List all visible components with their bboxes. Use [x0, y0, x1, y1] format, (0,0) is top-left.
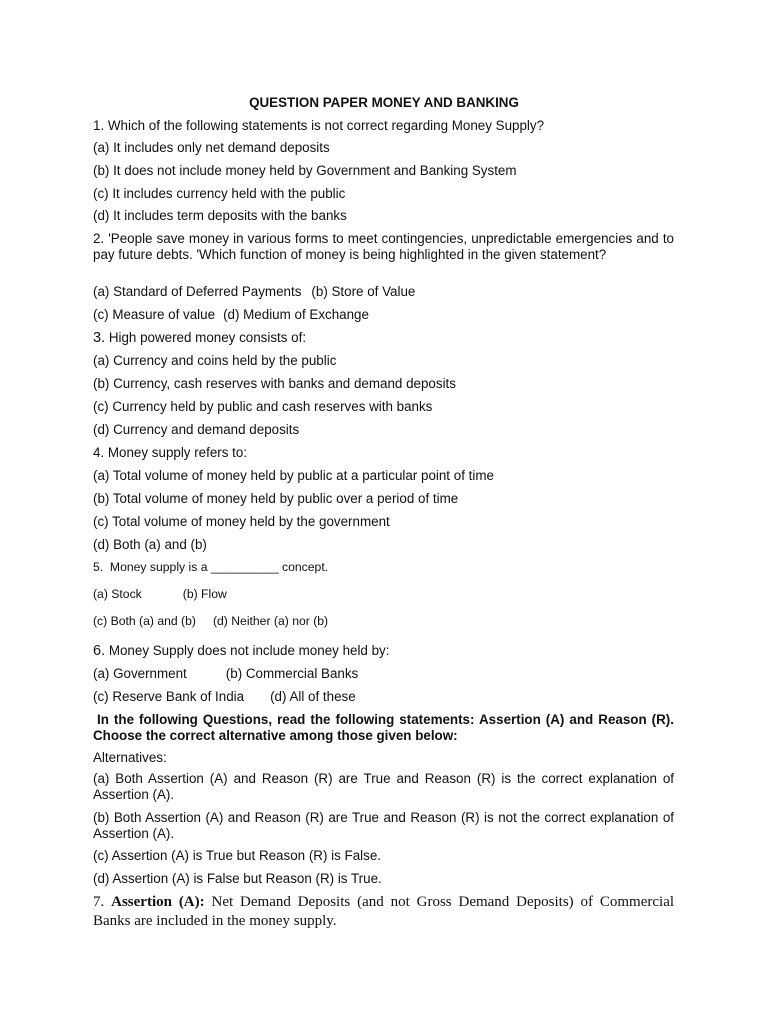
q6-number: 6. [93, 643, 106, 659]
question-3 [93, 330, 306, 346]
q5-options-row-1 [93, 587, 227, 602]
q6-option-b: (b) Commercial Banks [225, 666, 359, 681]
alternatives-heading: Alternatives: [93, 750, 167, 765]
alternative-a: (a) Both Assertion (A) and Reason (R) are True and Reason (R) is the correct explanation of Assertion (A). [93, 771, 674, 802]
q7-assertion-text: Net Demand Deposits (and not Gross Demand Deposits) of Commercial Banks are included in the money supply. [93, 894, 675, 929]
q5-options-row-2 [93, 614, 328, 629]
q4-option-d: (d) Both (a) and (b) [93, 537, 207, 552]
q2-option-a: (a) Standard of Deferred Payments [93, 284, 302, 299]
q2-option-c: (c) Measure of value [93, 307, 216, 322]
q3-option-c: (c) Currency held by public and cash reserves with banks [93, 399, 433, 414]
q2-option-b: (b) Store of Value [311, 284, 416, 299]
assertion-reason-instructions: In the following Questions, read the following statements: Assertion (A) and Reason (R). Choose the correct alternative among those given below: [93, 712, 674, 743]
q6-option-d: (d) All of these [270, 689, 356, 704]
question-5: 5. Money supply is a __________ concept. [93, 560, 329, 574]
q4-option-a: (a) Total volume of money held by public at a particular point of time [93, 468, 494, 483]
q7-number: 7. [93, 894, 105, 910]
q3-option-a: (a) Currency and coins held by the public [93, 353, 337, 368]
alternative-c: (c) Assertion (A) is True but Reason (R) is False. [93, 848, 381, 863]
q2-options-row-1 [93, 284, 415, 299]
question-1: 1. Which of the following statements is not correct regarding Money Supply? [93, 118, 545, 133]
q7-assertion-label: Assertion (A): [111, 894, 205, 910]
q6-option-c: (c) Reserve Bank of India [93, 689, 245, 704]
q2-option-d: (d) Medium of Exchange [223, 307, 369, 322]
question-7 [93, 893, 674, 931]
q3-text: High powered money consists of: [108, 330, 307, 345]
question-2: 2. 'People save money in various forms to meet contingencies, unpredictable emergencies and to pay future debts. 'Which function of money is being highlighted in the given statement? [93, 231, 674, 262]
q3-number: 3. [93, 330, 106, 346]
alternative-d: (d) Assertion (A) is False but Reason (R) is True. [93, 871, 382, 886]
q5-option-b: (b) Flow [182, 587, 227, 601]
q4-option-b: (b) Total volume of money held by public over a period of time [93, 491, 459, 506]
q5-option-a: (a) Stock [93, 587, 142, 601]
q6-options-row-2 [93, 689, 356, 704]
q5-option-d: (d) Neither (a) nor (b) [212, 614, 329, 628]
q5-option-c: (c) Both (a) and (b) [93, 614, 196, 628]
question-4: 4. Money supply refers to: [93, 445, 248, 460]
q1-option-a: (a) It includes only net demand deposits [93, 140, 330, 155]
q1-option-c: (c) It includes currency held with the public [93, 186, 346, 201]
q1-option-d: (d) It includes term deposits with the banks [93, 208, 347, 223]
q3-option-d: (d) Currency and demand deposits [93, 422, 300, 437]
q6-text: Money Supply does not include money held by: [108, 643, 390, 658]
question-6 [93, 643, 389, 659]
q4-option-c: (c) Total volume of money held by the government [93, 514, 390, 529]
q2-options-row-2 [93, 307, 369, 322]
q1-option-b: (b) It does not include money held by Government and Banking System [93, 163, 517, 178]
q6-options-row-1 [93, 666, 358, 681]
q3-option-b: (b) Currency, cash reserves with banks and demand deposits [93, 376, 456, 391]
page-title: QUESTION PAPER MONEY AND BANKING [249, 95, 519, 110]
alternative-b: (b) Both Assertion (A) and Reason (R) are True and Reason (R) is not the correct explanation of Assertion (A). [93, 810, 674, 841]
q6-option-a: (a) Government [93, 666, 187, 681]
